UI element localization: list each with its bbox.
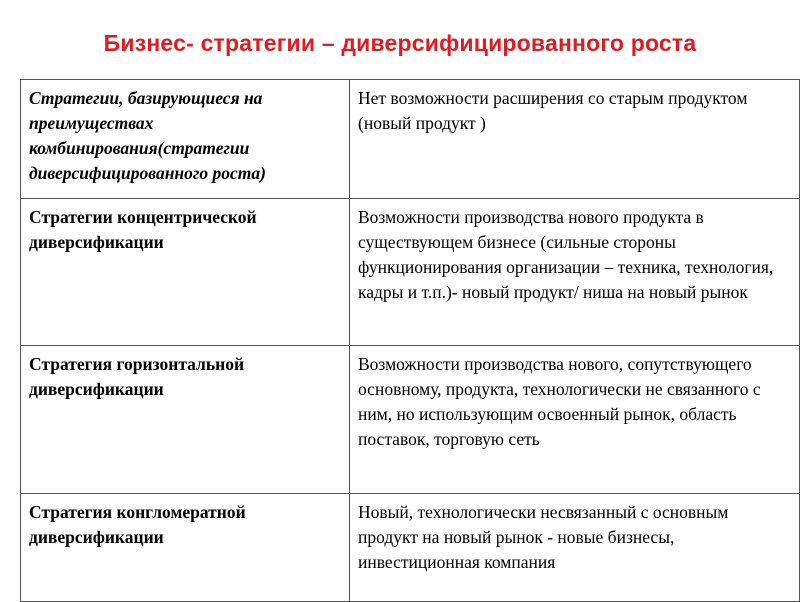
- table-row: [21, 494, 800, 602]
- strategy-cell: Стратегии, базирующиеся на преимуществах комбинирования(стратегии диверсифицированного роста): [21, 80, 350, 199]
- strategy-cell: Стратегии концентрической диверсификации: [21, 199, 350, 346]
- table-row: [21, 80, 800, 199]
- description-cell: Возможности производства нового продукта в существующем бизнесе (сильные стороны функционирования организации – техника, технология, кадры и т.п.)- новый продукт/ ниша на новый рынок: [350, 199, 800, 346]
- strategy-table: [20, 79, 800, 602]
- table-row: [21, 346, 800, 494]
- description-cell: Новый, технологически несвязанный с основным продукт на новый рынок - новые бизнесы, инвестиционная компания: [350, 494, 800, 602]
- strategy-cell: Стратегия горизонтальной диверсификации: [21, 346, 350, 494]
- description-cell: Возможности производства нового, сопутствующего основному, продукта, технологически не связанного с ним, но использующим освоенный рынок, область поставок, торговую сеть: [350, 346, 800, 494]
- strategy-cell: Стратегия конгломератной диверсификации: [21, 494, 350, 602]
- table-row: [21, 199, 800, 346]
- slide-title: Бизнес- стратегии – диверсифицированного роста: [103, 30, 697, 56]
- description-cell: Нет возможности расширения со старым продуктом (новый продукт ): [350, 80, 800, 199]
